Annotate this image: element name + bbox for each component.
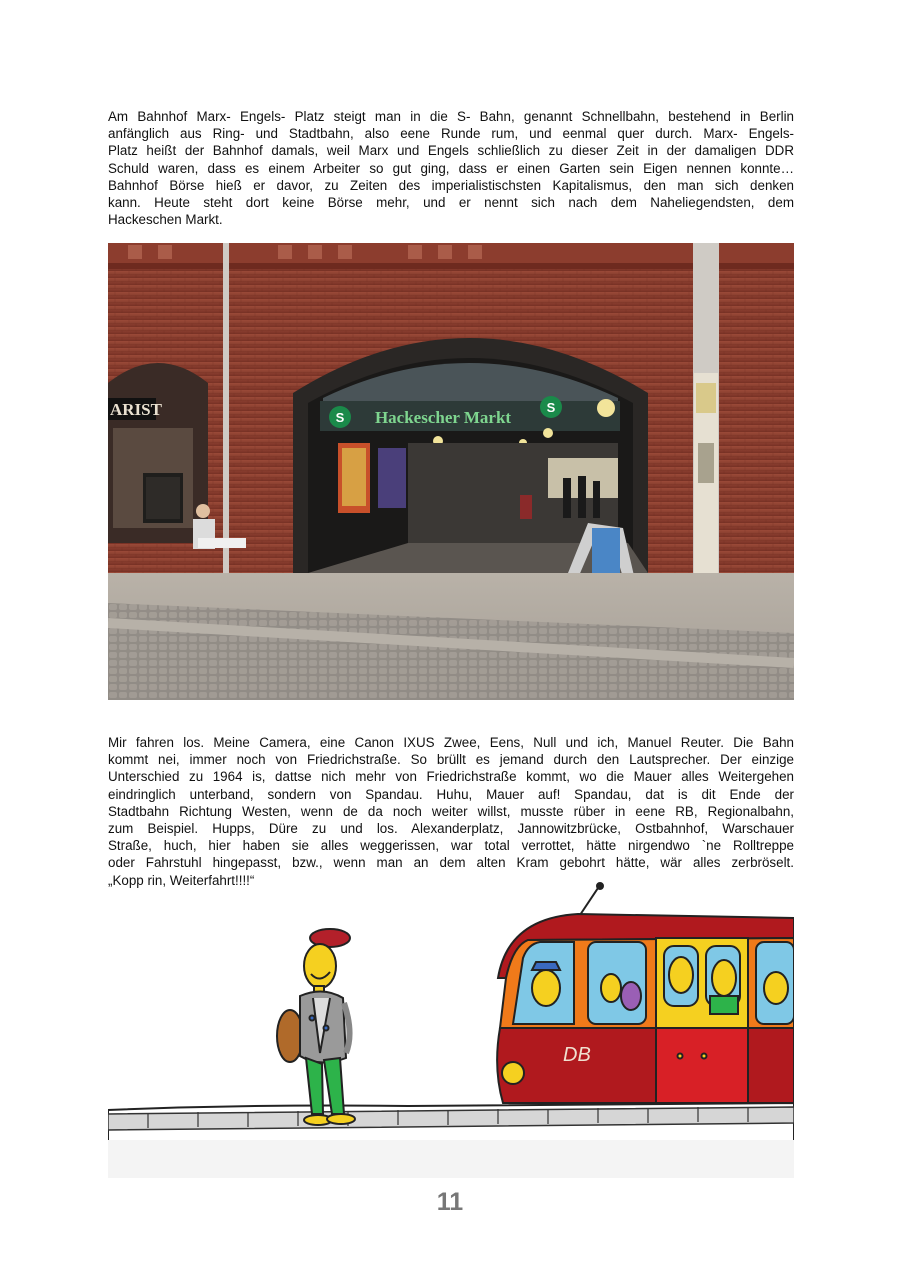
text-line: anfänglich aus Ring- und Stadtbahn, also eene Runde rum, und eenmal quer durch. Marx- Engels- xyxy=(108,126,794,142)
shop-sign-text: ARIST xyxy=(110,400,162,419)
s-bahn-logo-left: S xyxy=(335,410,345,425)
train-db-label: DB xyxy=(563,1044,591,1066)
text-line: Hackeschen Markt. xyxy=(108,212,223,228)
cartoon-man xyxy=(277,929,355,1125)
station-sign-text: Hackescher Markt xyxy=(374,408,512,427)
text-line: zum Beispiel. Hupps, Düre zu und los. Alexanderplatz, Jannowitzbrücke, Ostbahnhof, Warschauer xyxy=(108,821,794,837)
text-line: oder Fahrstuhl hingepasst, bzw., wenn man an dem alten Kram gebohrt hätte, wär alles zerbröselt. xyxy=(108,855,794,871)
text-line: „Kopp rin, Weiterfahrt!!!!“ xyxy=(108,872,255,888)
text-line: kommt nei, immer noch von Friedrichstraße. So brüllt es jemand durch den Lautsprecher. Der einzige xyxy=(108,752,794,768)
s-bahn-train xyxy=(497,883,794,1103)
intro-paragraph xyxy=(108,108,794,228)
text-line: kann. Heute steht dort keine Börse mehr, und er nennt sich nach dem Naheliegendsten, dem xyxy=(108,195,794,211)
station-photo xyxy=(108,243,794,700)
text-line: Bahnhof Börse hieß er davor, zu Zeiten des imperialistischsten Kapitalismus, den man sich denken xyxy=(108,177,794,193)
text-line: Platz heißt der Bahnhof damals, weil Marx und Engels schließlich zu dieser Zeit in der damaligen DDR xyxy=(108,143,794,159)
cartoon-illustration xyxy=(108,878,794,1178)
page-number: 11 xyxy=(436,1188,464,1216)
text-line: Unterschied zu 1964 is, dattse nich mehr von Friedrichstraße kommt, wo die Mauer alles Weitergehen xyxy=(108,769,794,785)
text-line: Straße, huch, hier haben sie alles weggerissen, war total verrottet, hätte nirgendwo `ne Rolltreppe xyxy=(108,838,794,854)
text-line: eindringlich unterband, sondern von Spandau. Huhu, Mauer auf! Spandau, dat is dit Ende der xyxy=(108,786,794,802)
text-line: Mir fahren los. Meine Camera, eine Canon IXUS Zwee, Eens, Null und ich, Manuel Reuter. Die Bahn xyxy=(108,735,794,750)
journey-paragraph xyxy=(108,734,794,889)
s-bahn-logo-right: S xyxy=(546,400,556,415)
text-line: Am Bahnhof Marx- Engels- Platz steigt man in die S- Bahn, genannt Schnellbahn, bestehend in Berlin xyxy=(108,109,794,124)
text-line: Stadtbahn Richtung Westen, wenn de da noch weiter willst, musste rüber in eene RB, Regionalbahn, xyxy=(108,803,794,819)
text-line: Schuld waren, dass es einem Arbeiter so gut ging, dass er einen Garten sein Eigen nennen konnte… xyxy=(108,160,794,176)
